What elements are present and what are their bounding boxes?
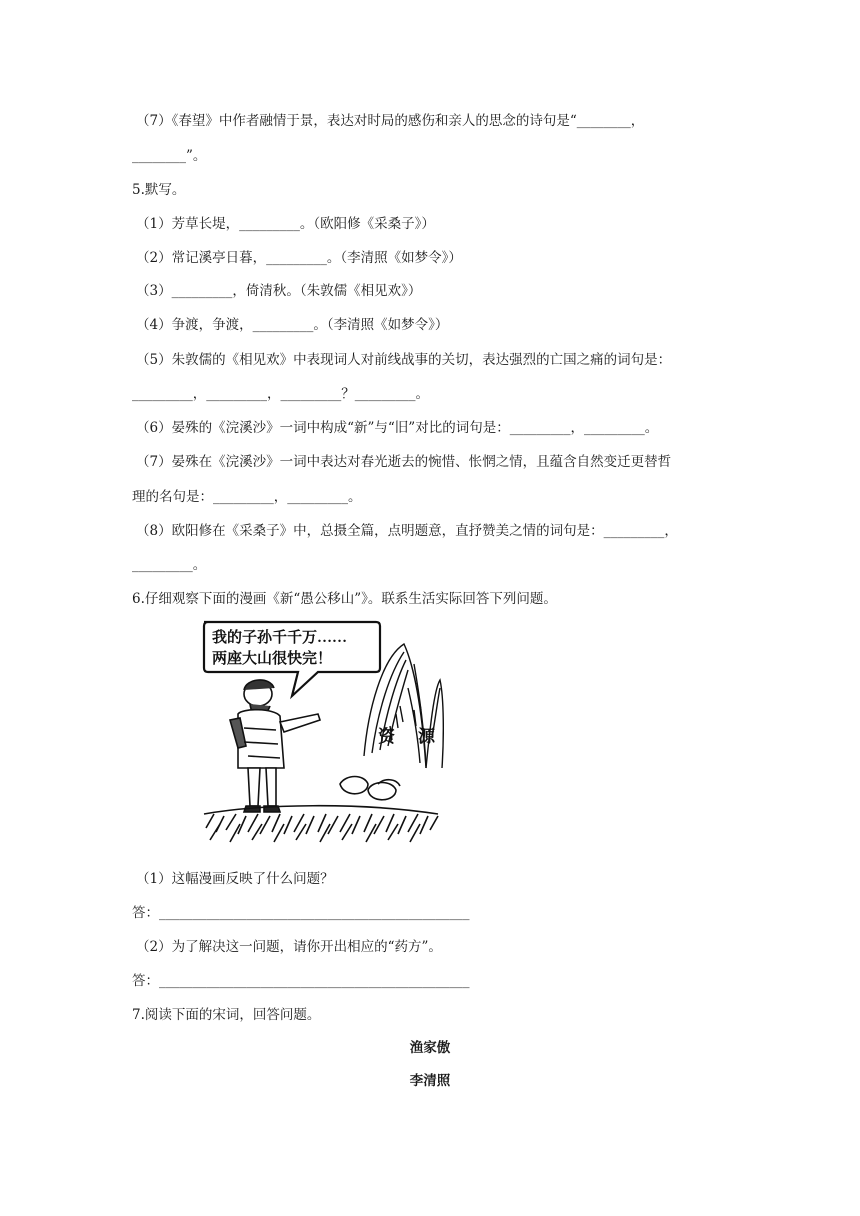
q6-title: 6.仔细观察下面的漫画《新“愚公移山”》。联系生活实际回答下列问题。: [132, 591, 557, 607]
q5-item-5-blanks: _________，_________，_________？_________。: [132, 386, 429, 402]
q4-7-line2: ________”。: [132, 148, 207, 164]
mountain-label-2: 源: [418, 727, 435, 746]
q5-item-7: （7）晏殊在《浣溪沙》一词中表达对春光逝去的惋惜、怅惘之情，且蕴含自然变迁更替哲: [136, 454, 672, 470]
q5-title: 5.默写。: [132, 182, 186, 198]
speech-bubble: [204, 622, 380, 696]
q6-sub2: （2）为了解决这一问题，请你开出相应的“药方”。: [136, 939, 442, 955]
q6-answer2: 答：______________________________________________: [132, 973, 470, 989]
q5-item-2: （2）常记溪亭日暮，_________。（李清照《如梦令》）: [136, 250, 462, 266]
q4-7-line1: （7）《春望》中作者融情于景，表达对时局的感伤和亲人的思念的诗句是“________，: [136, 113, 645, 129]
speech-line-1: 我的子孙千千万……: [212, 630, 348, 646]
old-man-figure: [230, 680, 320, 812]
rocks-drawing: [340, 777, 400, 800]
q5-item-4: （4）争渡，争渡，_________。（李清照《如梦令》）: [136, 317, 449, 333]
poem-title: 渔家傲: [409, 1040, 451, 1056]
q5-item-8: （8）欧阳修在《采桑子》中，总摄全篇，点明题意，直抒赞美之情的词句是：_________，: [136, 523, 678, 539]
poem-author: 李清照: [409, 1073, 451, 1089]
q5-item-1: （1）芳草长堤，_________。（欧阳修《采桑子》）: [136, 216, 435, 232]
q6-answer1: 答：______________________________________________: [132, 905, 470, 921]
q5-item-7-cont: 理的名句是：_________，_________。: [132, 489, 362, 505]
speech-line-2: 两座大山很快完！: [212, 651, 333, 667]
q7-title: 7.阅读下面的宋词，回答问题。: [132, 1007, 321, 1023]
grass-drawing: [204, 806, 438, 842]
q6-sub1: （1）这幅漫画反映了什么问题？: [136, 871, 334, 887]
q5-item-5: （5）朱敦儒的《相见欢》中表现词人对前线战事的关切，表达强烈的亡国之痛的词句是：: [136, 352, 672, 368]
mountain-label-1: 资: [378, 727, 395, 746]
q5-item-6: （6）晏殊的《浣溪沙》一词中构成“新”与“旧”对比的词句是：_________，_________。: [136, 420, 659, 436]
q5-item-3: （3）_________，倚清秋。（朱敦儒《相见欢》）: [136, 283, 422, 299]
q5-item-8-cont: _________。: [132, 557, 207, 573]
comic-illustration: [200, 618, 444, 848]
